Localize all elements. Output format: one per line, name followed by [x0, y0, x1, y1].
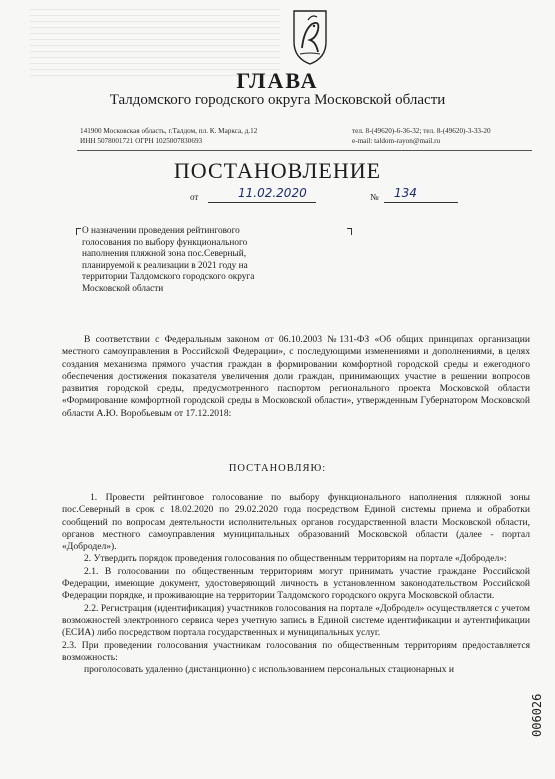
- header-title: ГЛАВА: [236, 68, 319, 93]
- decree-title: ПОСТАНОВЛЕНИЕ: [173, 158, 382, 183]
- subject-bracket-right: [347, 228, 352, 235]
- phone-line: тел. 8-(49620)-6-36-32; тел. 8-(49620)-3-33-20: [352, 127, 491, 135]
- date-label: от: [190, 192, 199, 202]
- number-line: [384, 188, 458, 203]
- item-2-3: 2.3. При проведении голосования участникам голосования по общественным территориям предоставляется возможность:: [62, 639, 530, 663]
- address-block: [80, 127, 320, 146]
- subject-text: О назначении проведения рейтингового голосования по выбору функционального наполнения пляжной зона пос.Северный, планируемой к реализации в 2021 году на территории Талдомского городского округа Московской области: [82, 226, 255, 294]
- coat-of-arms-emblem: [290, 8, 330, 66]
- preamble-paragraph: В соответствии с Федеральным законом от 06.10.2003 №131-ФЗ «Об общих принципах организации местного самоуправления в Российской Федерации», с последующими изменениями и дополнениями, в целях создания механизма прямого участия граждан в формировании комфортной городской среды и ежегодного обеспечения достижения показателя увеличения доли граждан, принимающих участие в решении вопросов развития городской среды, предусмотренного паспортом регионального проекта Московской области «Формирование комфортной городской среды в Московской области», утвержденным Губернатором Московской области А.Ю. Воробьевым от 17.12.2018:: [62, 334, 530, 419]
- date-line: [208, 188, 316, 203]
- item-1: 1. Провести рейтинговое голосование по выбору функционального наполнения пляжной зоны пос.Северный в срок с 18.02.2020 по 29.02.2020 года посредством Единой системы приема и обработки сообщений по вопросам деятельности исполнительных органов государственной власти Московской области, органов местного самоуправления муниципальных образований Московской области (далее - портал «Добродел»).: [62, 492, 530, 553]
- resolve-heading: ПОСТАНОВЛЯЮ:: [228, 463, 327, 474]
- decree-subject: [82, 226, 282, 296]
- preamble: [62, 334, 530, 420]
- subject-bracket-left: [76, 228, 81, 235]
- item-2-3-text: проголосовать удаленно (дистанционно) с использованием персональных стационарных и: [84, 664, 455, 676]
- handwritten-date: 11.02.2020: [238, 186, 307, 200]
- handwritten-number: 134: [394, 186, 417, 200]
- item-2-1: 2.1. В голосовании по общественным территориям могут принимать участие граждане Российской Федерации, имеющие документ, удостоверяющий личность в установленном законодательством Российской Федерации порядке, и проживающие на территории Талдомского городского округа Московской области.: [62, 565, 530, 602]
- decree-items: [62, 492, 530, 676]
- address-line: 141900 Московская область, г.Талдом, пл. К. Маркса, д.12: [80, 127, 258, 135]
- item-2-2: 2.2. Регистрация (идентификация) участников голосования на портале «Добродел» осуществляется с учетом возможностей электронного сервиса через учетную запись в Единой системе идентификации и аутентификации (ЕСИА) либо посредством портала государственных и муниципальных услуг.: [62, 602, 530, 639]
- header-divider: [77, 150, 532, 151]
- scan-noise: [30, 6, 280, 76]
- serial-stamp: 006026: [530, 693, 544, 737]
- decree-date-row: [190, 188, 520, 208]
- contact-block: [352, 127, 542, 146]
- header-subtitle: Талдомского городского округа Московской области: [109, 92, 446, 108]
- registration-line: ИНН 5078001721 ОГРН 1025007830693: [80, 136, 203, 145]
- item-2: 2. Утвердить порядок проведения голосования по общественным территориям на портале «Добродел»:: [84, 553, 507, 565]
- number-label: №: [370, 192, 379, 202]
- email-line: e-mail: taldom-rayon@mail.ru: [352, 136, 441, 145]
